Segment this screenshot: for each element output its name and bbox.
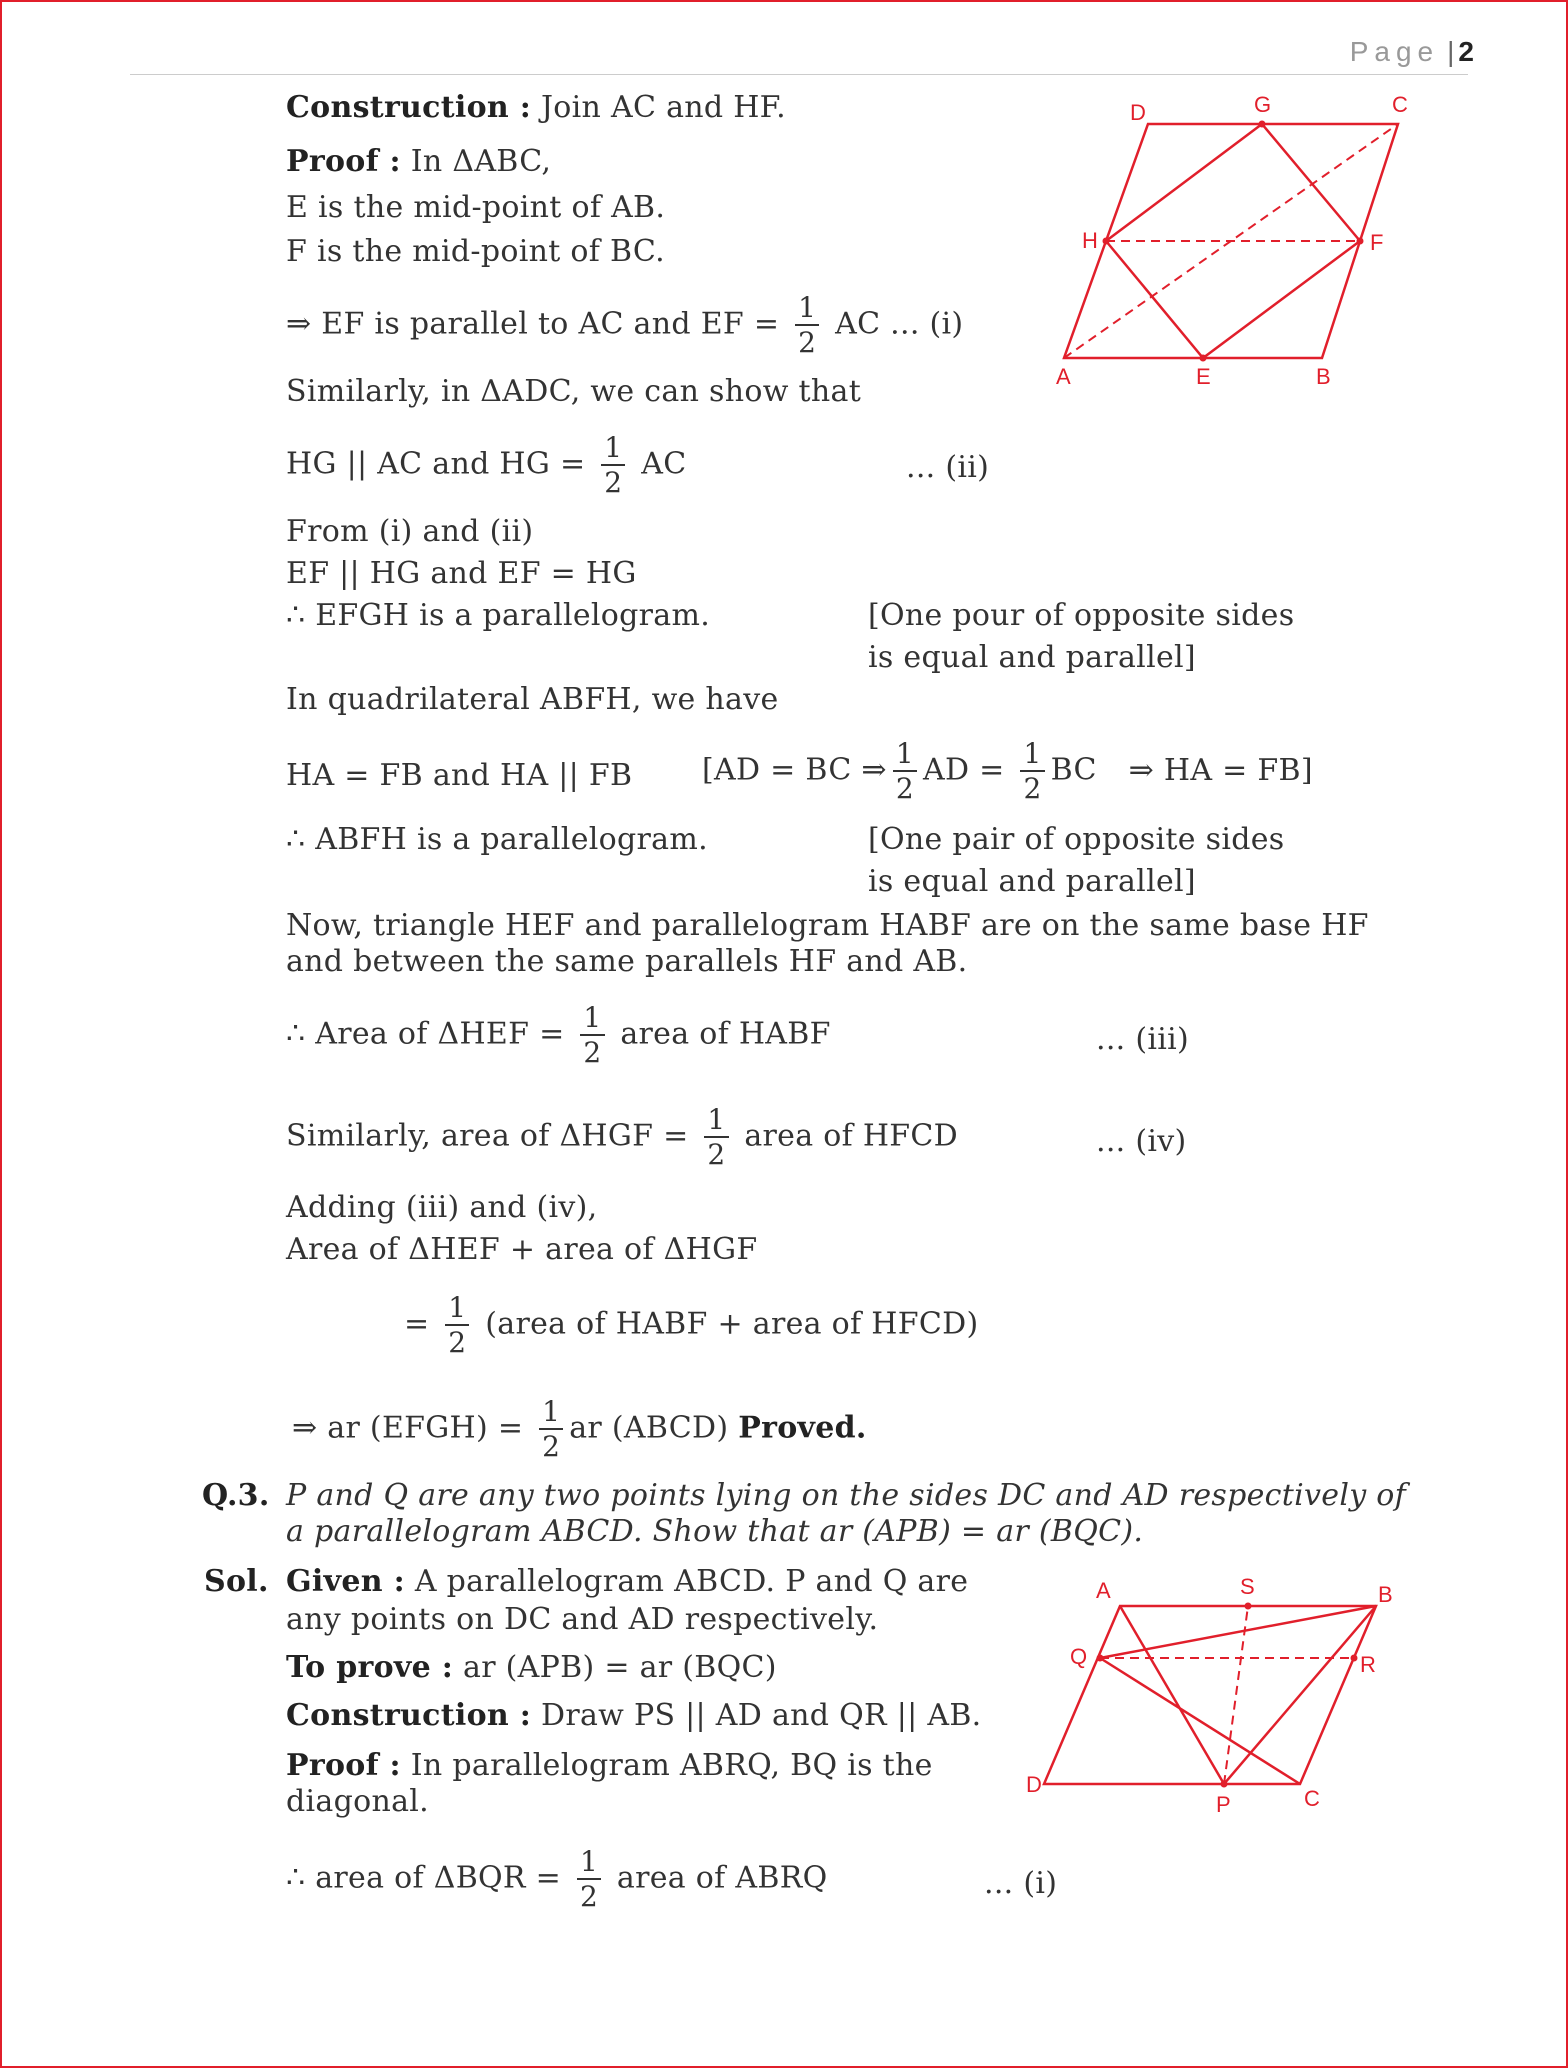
segment-ap [1120,1606,1224,1784]
fraction-half: $\frac{1}{2}$ [601,434,625,497]
segment-qc [1100,1658,1300,1784]
header-divider [130,74,1468,75]
label-r: R [1360,1652,1376,1677]
equation-ref: ... (i) [984,1866,1058,1901]
label-b: B [1316,364,1331,389]
text-line: E is the mid-point of AB. [286,190,666,225]
fraction-half: $\frac{1}{2}$ [445,1294,469,1357]
equation-line-q3-i: ∴ area of ΔBQR = $\frac{1}{2}$ area of ABRQ [286,1845,828,1913]
page-number: 2 [1458,36,1474,67]
text-line: EF || HG and EF = HG [286,556,637,591]
question-text: a parallelogram ABCD. Show that ar (APB) = ar (BQC). [286,1514,1144,1549]
figure-parallelogram-pqrs [1020,1574,1420,1824]
label-s: S [1240,1574,1255,1599]
equation-line-ha: HA = FB and HA || FB [286,758,633,793]
text-line: ∴ ABFH is a parallelogram. [286,822,708,857]
text-line: any points on DC and AD respectively. [286,1602,879,1637]
reason-text: is equal and parallel] [868,864,1196,899]
label-c: C [1304,1786,1320,1811]
equation-ref: ... (ii) [906,450,990,485]
fraction-half: $\frac{1}{2}$ [704,1106,728,1169]
construction-line-2: Construction : Draw PS || AD and QR || AB. [286,1698,982,1733]
text-line: and between the same parallels HF and AB. [286,944,968,979]
construction-line: Construction : Join AC and HF. [286,90,786,125]
text-line: Similarly, in ΔADC, we can show that [286,374,862,409]
fraction-half: $\frac{1}{2}$ [580,1004,604,1067]
equation-ref: ... (iii) [1096,1022,1190,1057]
label-d: D [1026,1772,1042,1797]
given-line: Given : A parallelogram ABCD. P and Q are [286,1564,969,1599]
text-line: Area of ΔHEF + area of ΔHGF [286,1232,758,1267]
parallelogram-abcd [1044,1606,1376,1784]
label-h: H [1082,228,1098,253]
equation-line-result: ⇒ ar (EFGH) = $\frac{1}{2}$ ar (ABCD) Proved. [292,1395,867,1463]
equation-line-i: ⇒ EF is parallel to AC and EF = $\frac{1}{2}$ AC ... (i) [286,291,964,359]
equation-line-sum: = $\frac{1}{2}$ (area of HABF + area of HFCD) [404,1291,979,1359]
text-line: ∴ EFGH is a parallelogram. [286,598,711,633]
text-line: In quadrilateral ABFH, we have [286,682,779,717]
text-line: F is the mid-point of BC. [286,234,665,269]
reason-text: [One pour of opposite sides [868,598,1295,633]
label-q: Q [1070,1644,1088,1669]
label-p: P [1216,1792,1231,1817]
question-text: P and Q are any two points lying on the sides DC and AD respectively of [286,1478,1407,1513]
label-f: F [1370,230,1384,255]
label-a: A [1056,364,1071,389]
reason-text: [One pair of opposite sides [868,822,1285,857]
text-line: From (i) and (ii) [286,514,534,549]
text-line: Adding (iii) and (iv), [286,1190,598,1225]
equation-line-iii: ∴ Area of ΔHEF = $\frac{1}{2}$ area of HABF [286,1001,831,1069]
label-g: G [1254,92,1272,117]
page-word: Page [1349,36,1440,67]
question-label: Q.3. [202,1478,270,1513]
equation-line-ii: HG || AC and HG = $\frac{1}{2}$ AC [286,431,687,499]
page-header: Page | 2 [1349,36,1474,67]
text-line: diagonal. [286,1784,429,1819]
segment-bp [1224,1606,1376,1784]
fraction-half: $\frac{1}{2}$ [893,740,917,803]
equation-ref: ... (iv) [1096,1124,1187,1159]
equation-line-iv: Similarly, area of ΔHGF = $\frac{1}{2}$ area of HFCD [286,1103,959,1171]
solution-label: Sol. [204,1564,269,1599]
label-c: C [1392,92,1408,117]
label-b: B [1378,1582,1393,1607]
fraction-half: $\frac{1}{2}$ [1020,740,1044,803]
label-d: D [1130,100,1146,125]
fraction-half: $\frac{1}{2}$ [577,1848,601,1911]
fraction-half: $\frac{1}{2}$ [795,294,819,357]
reason-text: is equal and parallel] [868,640,1196,675]
equation-line-ad-bc: [AD = BC ⇒ $\frac{1}{2}$ AD = $\frac{1}{2}$ BC ⇒ HA = FB] [702,737,1313,805]
text-line: Now, triangle HEF and parallelogram HABF are on the same base HF [286,908,1369,943]
figure-parallelogram-efgh [1040,90,1440,400]
segment-qb [1100,1606,1376,1658]
label-a: A [1096,1578,1111,1603]
fraction-half: $\frac{1}{2}$ [539,1398,563,1461]
proof-line-2: Proof : In parallelogram ABRQ, BQ is the [286,1748,933,1783]
proof-line: Proof : In ΔABC, [286,144,552,179]
to-prove-line: To prove : ar (APB) = ar (BQC) [286,1650,777,1685]
label-e: E [1196,364,1211,389]
